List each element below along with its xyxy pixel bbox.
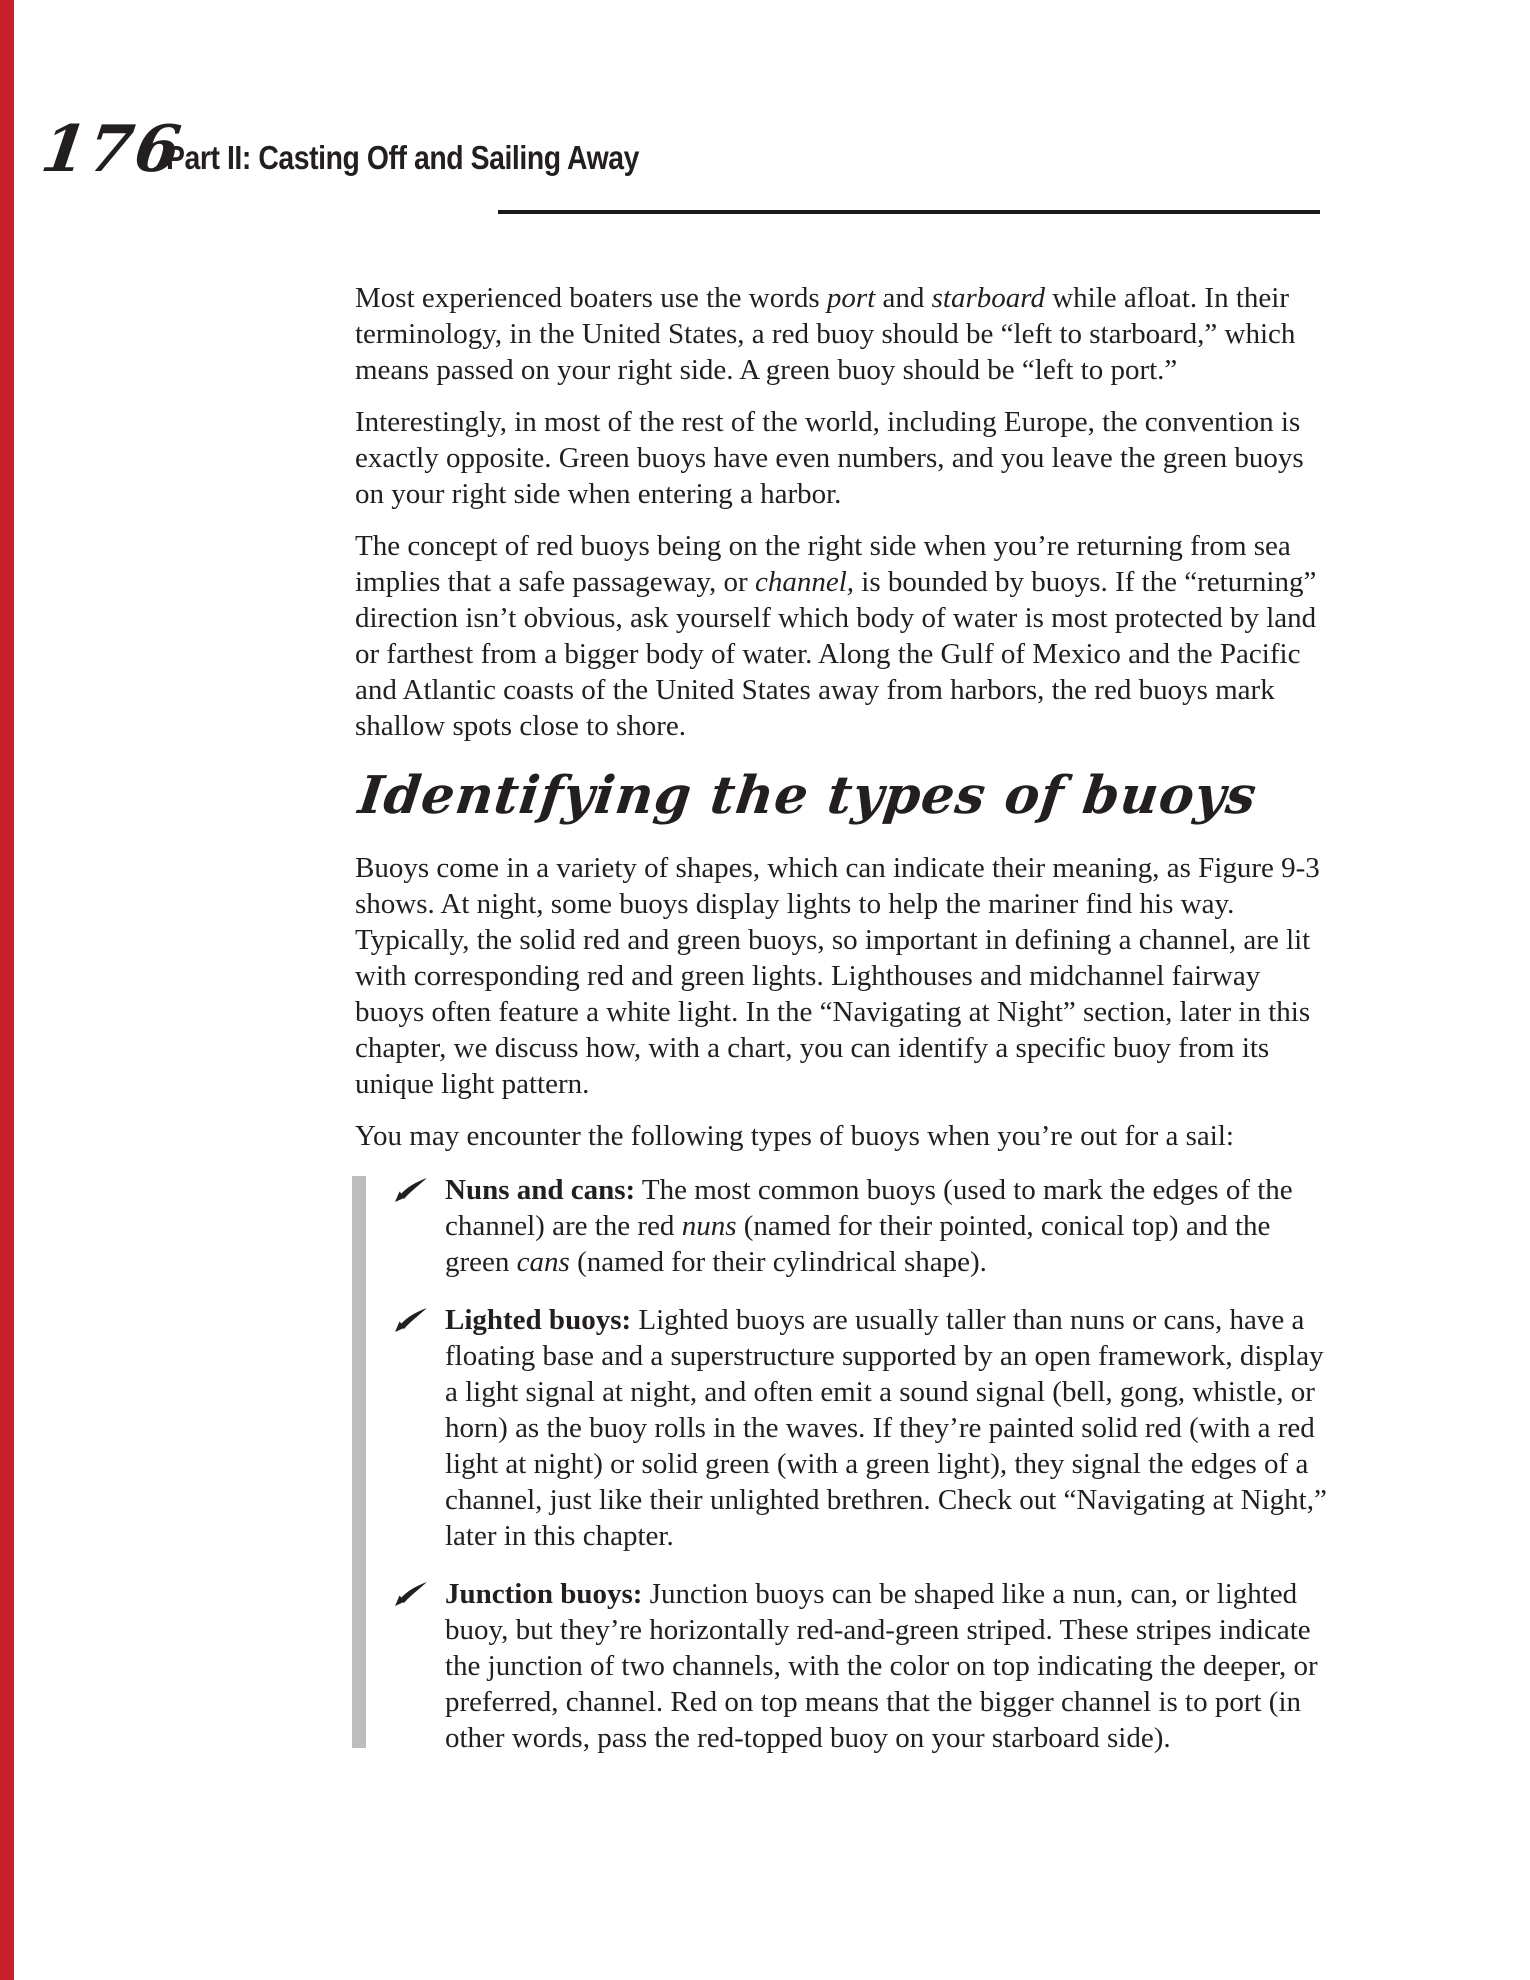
list-accent-bar xyxy=(352,1176,366,1748)
paragraph-port-starboard: Most experienced boaters use the words port and starboard while afloat. In their terminology, in the United States, a red buoy should be “left to starboard,” which means passed on your right side. A green buoy should be “left to port.” xyxy=(355,282,1296,386)
list-item-junction-buoys xyxy=(445,1576,1333,1756)
list-item-text: Lighted buoys: Lighted buoys are usually taller than nuns or cans, have a floating base and a superstructure supported by an open framework, display a light signal at night, and often emit a sound signal (bell, gong, whistle, or horn) as the buoy rolls in the waves. If they’re painted solid red (with a red light at night) or solid green (with a green light), they signal the edges of a channel, just like their unlighted brethren. Check out “Navigating at Night,” later in this chapter. xyxy=(445,1304,1327,1552)
paragraph-buoy-shapes: Buoys come in a variety of shapes, which can indicate their meaning, as Figure 9-3 shows. At night, some buoys display lights to help the mariner find his way. Typically, the solid red and green buoys, so important in defining a channel, are lit with corresponding red and green lights. Lighthouses and midchannel fairway buoys often feature a white light. In the “Navigating at Night” section, later in this chapter, we discuss how, with a chart, you can identify a specific buoy from its unique light pattern. xyxy=(355,852,1320,1100)
body-column xyxy=(355,280,1333,1756)
list-item-lighted-buoys xyxy=(445,1302,1333,1554)
check-arrow-icon xyxy=(393,1581,429,1609)
check-arrow-icon xyxy=(393,1307,429,1335)
running-head: Part II: Casting Off and Sailing Away xyxy=(166,139,639,176)
paragraph-europe-convention: Interestingly, in most of the rest of the world, including Europe, the convention is exactly opposite. Green buoys have even numbers, and you leave the green buoys on your right side when entering a harbor. xyxy=(355,406,1304,510)
check-arrow-icon xyxy=(393,1177,429,1205)
list-item-nuns-and-cans xyxy=(445,1172,1333,1280)
list-item-text: Junction buoys: Junction buoys can be shaped like a nun, can, or lighted buoy, but they’re horizontally red-and-green striped. These stripes indicate the junction of two channels, with the color on top indicating the deeper, or preferred, channel. Red on top means that the bigger channel is to port (in other words, pass the red-topped buoy on your starboard side). xyxy=(445,1578,1318,1754)
buoy-types-list xyxy=(355,1172,1333,1756)
section-heading: Identifying the types of buoys xyxy=(355,765,1261,826)
list-item-text: Nuns and cans: The most common buoys (used to mark the edges of the channel) are the red nuns (named for their pointed, conical top) and the green cans (named for their cylindrical shape). xyxy=(445,1174,1293,1278)
section-heading-wrap xyxy=(355,764,1333,828)
running-head-rule xyxy=(498,210,1320,214)
left-edge-accent-bar xyxy=(0,0,14,1980)
page-number: 176 xyxy=(36,112,187,187)
paragraph-red-right-returning: The concept of red buoys being on the right side when you’re returning from sea implies that a safe passageway, or channel, is bounded by buoys. If the “returning” direction isn’t obvious, ask yourself which body of water is most protected by land or farthest from a bigger body of water. Along the Gulf of Mexico and the Pacific and Atlantic coasts of the United States away from harbors, the red buoys mark shallow spots close to shore. xyxy=(355,530,1317,742)
paragraph-list-intro: You may encounter the following types of buoys when you’re out for a sail: xyxy=(355,1120,1234,1152)
